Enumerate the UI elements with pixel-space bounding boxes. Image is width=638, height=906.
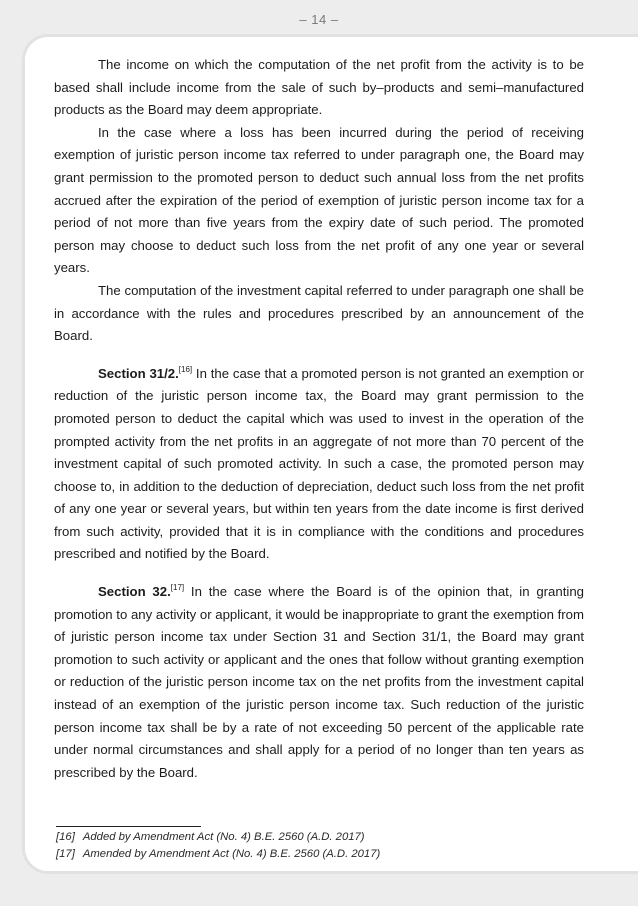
spacer	[54, 566, 584, 581]
document-body	[54, 54, 584, 784]
footnote-ref-17: [17]	[170, 583, 185, 593]
footnote-17-ref: [17]	[56, 848, 75, 860]
section-32-text: In the case where the Board is of the opinion that, in granting promotion to any activity or applicant, it would be inappropriate to grant the exemption from of juristic person income tax under Section 31 and Section 31/1, the Board may grant promotion to such activity or applicant and the ones that follow without granting exemption or reduction of the juristic person income tax on the net profits from the investment capital instead of an exemption of the juristic person income tax. Such reduction of the juristic person income tax shall be by a rate of not exceeding 50 percent of the applicable rate under normal circumstances and shall apply for a period of no longer than ten years as prescribed by the Board.	[54, 584, 584, 780]
footnote-16-text: Added by Amendment Act (No. 4) B.E. 2560 (A.D. 2017)	[82, 831, 365, 843]
footnote-divider	[56, 826, 201, 827]
section-32	[54, 581, 584, 784]
paragraph-loss-deduction: In the case where a loss has been incurred during the period of receiving exemption of juristic person income tax referred to under paragraph one, the Board may grant permission to the promoted person to deduct such annual loss from the net profits accrued after the expiration of the period of exemption of juristic person income tax for a period of not more than five years from the expiry date of such period. The promoted person may choose to deduct such loss from the net profit of any one year or several years.	[54, 124, 584, 276]
section-31-2	[54, 363, 584, 566]
spacer	[54, 348, 584, 363]
footnote-16	[56, 829, 380, 846]
section-31-2-heading: Section 31/2.	[98, 365, 179, 381]
footnote-ref-16: [16]	[178, 364, 193, 374]
paragraph-investment-capital: The computation of the investment capital referred to under paragraph one shall be in accordance with the rules and procedures prescribed by an announcement of the Board.	[54, 282, 584, 344]
section-31-2-text: In the case that a promoted person is not granted an exemption or reduction of the juristic person income tax, the Board may grant permission to the promoted person to deduct the capital which was used to invest in the operation of the prompted activity from the net profits in an aggregate of not more than 70 percent of the investment capital of such promoted activity. In such a case, the promoted person may choose to, in addition to the deduction of depreciation, deduct such loss from the net profit of any one year or several years, but within ten years from the date income is first derived from such activity, provided that it is in compliance with the conditions and procedures prescribed and notified by the Board.	[54, 365, 584, 562]
footnotes	[56, 829, 380, 863]
footnote-16-ref: [16]	[56, 831, 75, 843]
footnote-17-text: Amended by Amendment Act (No. 4) B.E. 2560 (A.D. 2017)	[82, 848, 381, 860]
footnote-17	[56, 846, 380, 863]
section-32-heading: Section 32.	[98, 584, 171, 600]
paragraph-income-computation: The income on which the computation of the net profit from the activity is to be based shall include income from the sale of such by–products and semi–manufactured products as the Board may deem appropriate.	[54, 57, 584, 118]
page-number: – 14 –	[299, 12, 339, 27]
